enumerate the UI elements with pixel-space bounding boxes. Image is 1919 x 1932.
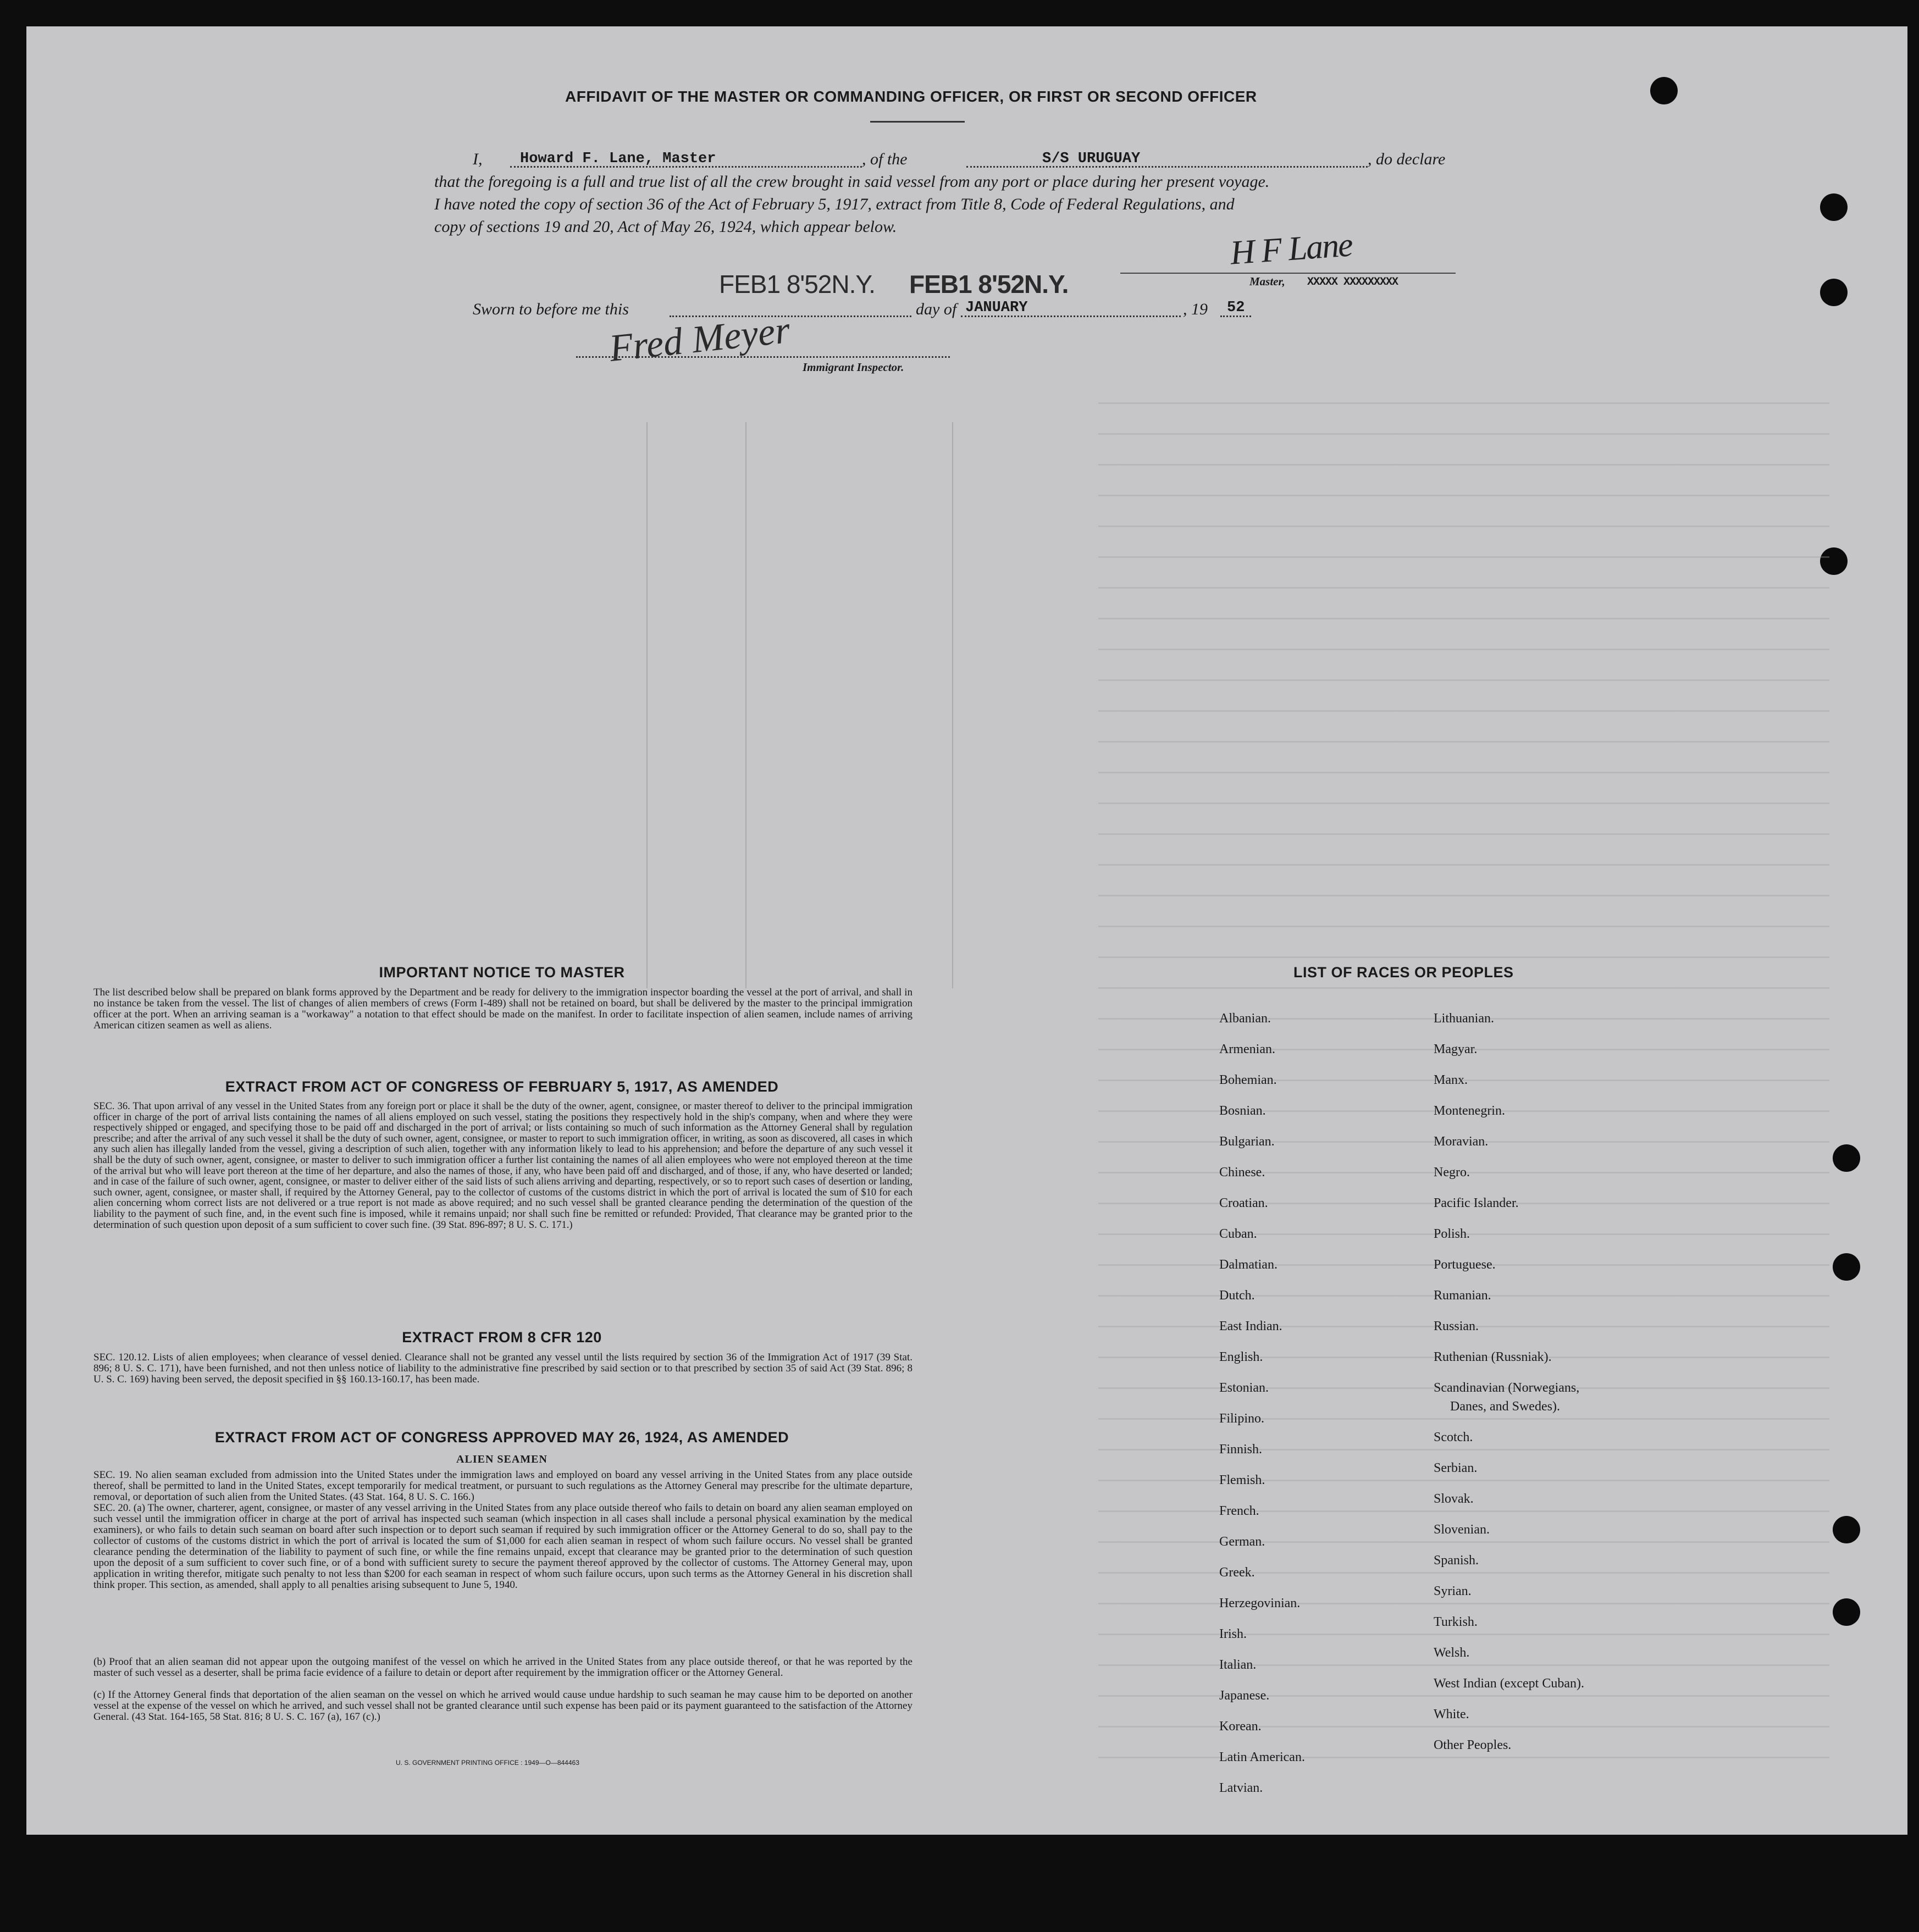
notice-title: IMPORTANT NOTICE TO MASTER xyxy=(379,964,625,981)
race-item-left: Flemish. xyxy=(1219,1473,1265,1487)
of-the-label: , of the xyxy=(862,150,908,168)
sec-20c-text: (c) If the Attorney General finds that deportation of the alien seaman on the vessel on which he arrived would cause undue hardship to such seaman he may cause him to be deported on another vessel at the expense of the vessel on which he arrived, and such vessel shall not be granted clearance until such expense has been paid or its payment guaranteed to the satisfaction of the Attorney General. (43 Stat. 164-165, 58 Stat. 816; 8 U. S. C. 167 (a), 167 (c).) xyxy=(93,1689,913,1723)
year-line xyxy=(1220,315,1251,317)
race-item-left: Bulgarian. xyxy=(1219,1134,1275,1149)
scan-border-left xyxy=(0,0,26,1932)
inspector-line xyxy=(576,356,950,358)
punch-hole xyxy=(1833,1516,1860,1543)
race-item-left: Estonian. xyxy=(1219,1381,1269,1395)
race-item-right: Polish. xyxy=(1434,1227,1470,1241)
race-item-left: English. xyxy=(1219,1350,1263,1364)
printer-imprint: U. S. GOVERNMENT PRINTING OFFICE : 1949—O—844463 xyxy=(396,1759,579,1767)
race-item-right: Serbian. xyxy=(1434,1461,1478,1475)
punch-hole xyxy=(1820,279,1848,306)
race-item-left: Cuban. xyxy=(1219,1227,1257,1241)
punch-hole xyxy=(1833,1144,1860,1172)
race-item-left: Japanese. xyxy=(1219,1689,1270,1703)
race-item-right: Lithuanian. xyxy=(1434,1011,1494,1026)
race-item-left: Latvian. xyxy=(1219,1781,1263,1795)
race-item-left: Korean. xyxy=(1219,1719,1262,1734)
race-item-left: Italian. xyxy=(1219,1658,1257,1672)
affidavit-i: I, xyxy=(473,150,483,168)
race-item-right: Pacific Islander. xyxy=(1434,1196,1519,1210)
master-name: Howard F. Lane, Master xyxy=(520,151,716,167)
race-item-right: Danes, and Swedes). xyxy=(1450,1399,1560,1414)
race-item-left: Bosnian. xyxy=(1219,1104,1266,1118)
inspector-caption: Immigrant Inspector. xyxy=(803,361,904,374)
year-prefix: , 19 xyxy=(1183,300,1208,318)
race-item-left: Irish. xyxy=(1219,1627,1247,1641)
race-item-left: Dalmatian. xyxy=(1219,1258,1278,1272)
vessel-line xyxy=(966,166,1368,168)
bleed-through-column-line xyxy=(646,422,648,988)
punch-hole xyxy=(1833,1253,1860,1281)
punch-hole xyxy=(1820,193,1848,221)
race-item-right: West Indian (except Cuban). xyxy=(1434,1676,1584,1691)
race-item-right: Montenegrin. xyxy=(1434,1104,1505,1118)
race-item-right: Slovak. xyxy=(1434,1492,1474,1506)
extract-cfr-title: EXTRACT FROM 8 CFR 120 xyxy=(402,1329,602,1346)
race-item-left: Bohemian. xyxy=(1219,1073,1277,1087)
sworn-label: Sworn to before me this xyxy=(473,300,629,318)
extract-cfr-body: SEC. 120.12. Lists of alien employees; when clearance of vessel denied. Clearance shall not be granted any vessel until the lists required by section 36 of the Immigration Act of 1917 (39 Stat. 896; 8 U. S. C. 171), have been furnished, and not then unless notice of liability to the administrative fine prescribed by said section or to that prescribed by section 35 of said Act (39 Stat. 896; 8 U. S. C. 169) having been served, the deposit specified in §§ 160.13-160.17, has been made. xyxy=(93,1352,913,1385)
race-item-right: Ruthenian (Russniak). xyxy=(1434,1350,1552,1364)
date-stamp-overstamp: FEB1 8'52N.Y. xyxy=(909,270,1069,298)
race-item-left: Filipino. xyxy=(1219,1411,1265,1426)
day-of-label: day of xyxy=(916,300,957,318)
race-item-left: Finnish. xyxy=(1219,1442,1263,1457)
race-item-right: Other Peoples. xyxy=(1434,1738,1512,1752)
race-item-left: Armenian. xyxy=(1219,1042,1275,1056)
extract-1924-title: EXTRACT FROM ACT OF CONGRESS APPROVED MAY 26, 1924, AS AMENDED xyxy=(214,1429,789,1446)
race-item-left: Dutch. xyxy=(1219,1288,1255,1303)
race-item-right: Welsh. xyxy=(1434,1646,1470,1660)
affidavit-line-3: I have noted the copy of section 36 of the Act of February 5, 1917, extract from Title 8, Code of Federal Regulations, and xyxy=(434,195,1235,213)
race-item-left: East Indian. xyxy=(1219,1319,1282,1333)
race-item-left: Croatian. xyxy=(1219,1196,1268,1210)
year-value: 52 xyxy=(1227,300,1245,316)
race-item-left: Herzegovinian. xyxy=(1219,1596,1301,1610)
race-item-right: Manx. xyxy=(1434,1073,1468,1087)
race-item-left: German. xyxy=(1219,1535,1265,1549)
scan-border-right xyxy=(1907,0,1919,1932)
races-title: LIST OF RACES OR PEOPLES xyxy=(1293,964,1514,981)
master-caption: Master, xyxy=(1249,275,1285,288)
alien-seamen-subtitle: ALIEN SEAMEN xyxy=(456,1453,548,1465)
race-item-right: Scotch. xyxy=(1434,1430,1473,1444)
race-item-right: Spanish. xyxy=(1434,1553,1479,1568)
punch-hole xyxy=(1833,1598,1860,1626)
race-item-right: Turkish. xyxy=(1434,1615,1478,1629)
race-item-right: Portuguese. xyxy=(1434,1258,1496,1272)
affidavit-line-4: copy of sections 19 and 20, Act of May 26, 1924, which appear below. xyxy=(434,218,897,236)
affidavit-line-2: that the foregoing is a full and true list of all the crew brought in said vessel from any port or place during her present voyage. xyxy=(434,173,1270,191)
race-item-right: White. xyxy=(1434,1707,1469,1721)
date-stamp: FEB1 8'52N.Y. xyxy=(719,270,875,298)
race-item-left: Greek. xyxy=(1219,1565,1255,1580)
inspector-signature: Fred Meyer xyxy=(607,308,792,370)
sec-20b-text: (b) Proof that an alien seaman did not appear upon the outgoing manifest of the vessel on which he arrived in the United States from any place outside thereof, or that he was reported by the master of such vessel as a deserter, shall be prima facie evidence of a failure to detain or deport after requirement by the immigration officer or the Attorney General. xyxy=(93,1656,913,1679)
race-item-right: Rumanian. xyxy=(1434,1288,1491,1303)
master-signature-line xyxy=(1120,273,1456,274)
sec-19-text: SEC. 19. No alien seaman excluded from admission into the United States under the immigration laws and employed on board any vessel arriving in the United States from any place outside thereof, shall be permitted to land in the United States, except temporarily for medical treatment, or pursuant to such regulations as the Attorney General may prescribe for the ultimate departure, removal, or deportation of such alien from the United States. (43 Stat. 164, 8 U. S. C. 166.) xyxy=(93,1469,913,1503)
master-signature: H F Lane xyxy=(1229,226,1353,272)
race-item-right: Moravian. xyxy=(1434,1134,1489,1149)
affidavit-title: AFFIDAVIT OF THE MASTER OR COMMANDING OFFICER, OR FIRST OR SECOND OFFICER xyxy=(565,88,1257,105)
punch-hole xyxy=(1650,77,1678,104)
race-item-right: Magyar. xyxy=(1434,1042,1478,1056)
extract-1917-title: EXTRACT FROM ACT OF CONGRESS OF FEBRUARY 5, 1917, AS AMENDED xyxy=(225,1078,779,1095)
race-item-right: Scandinavian (Norwegians, xyxy=(1434,1381,1580,1395)
month-line xyxy=(961,315,1181,317)
do-declare-label: , do declare xyxy=(1368,150,1446,168)
scan-border-top xyxy=(0,0,1919,26)
extract-1917-body: SEC. 36. That upon arrival of any vessel in the United States from any foreign port or place it shall be the duty of the owner, agent, consignee, or master thereof to deliver to the principal immigration officer in charge of the port of arrival lists containing the names of all aliens employed on such vessel, stating the positions they respectively hold in the ship's company, when and where they were respectively shipped or engaged, and specifying those to be paid off and discharged in the port of arrival; or lists containing so much of such information as the Attorney General shall by regulation prescribe; and after the arrival of any such vessel it shall be the duty of such owner, agent, consignee, or master to report to such immigration officer, in writing, as soon as discovered, all cases in which any such alien has illegally landed from the vessel, giving a description of such alien, together with any information likely to lead to his apprehension; and before the departure of any such vessel it shall be the duty of such owner, agent, consignee, or master to deliver to such immigration officer a further list containing the names of all alien employees who were not employed thereon at the time of the arrival but who will leave port thereon at the time of her departure, and also the names of those, if any, who have been paid off and discharged, and of those, if any, who have deserted or landed; and in case of the failure of such owner, agent, consignee, or master to deliver either of the said lists of such aliens arriving and departing, respectively, or so to report such cases of desertion or landing, such owner, agent, consignee, or master shall, if required by the Attorney General, pay to the collector of customs of the customs district in which the port of arrival is located the sum of $10 for each alien concerning whom correct lists are not delivered or a true report is not made as above required; and no such vessel shall be granted clearance pending the determination of the question of the liability to the payment of such fine, and, in the event such fine is imposed, while it remains unpaid; nor shall such fine be remitted or refunded: Provided, That clearance may be granted prior to the determination of such question upon deposit of a sum sufficient to cover such fine. (39 Stat. 896-897; 8 U. S. C. 171.) xyxy=(93,1101,913,1231)
struck-title-text: XXXXX XXXXXXXXX xyxy=(1307,276,1398,289)
race-item-left: Albanian. xyxy=(1219,1011,1271,1026)
race-item-right: Slovenian. xyxy=(1434,1523,1490,1537)
race-item-left: French. xyxy=(1219,1504,1259,1518)
race-item-left: Latin American. xyxy=(1219,1750,1305,1764)
race-item-right: Negro. xyxy=(1434,1165,1470,1180)
master-name-line xyxy=(510,166,862,168)
scan-border-bottom xyxy=(0,1835,1919,1932)
notice-body: The list described below shall be prepared on blank forms approved by the Department and be ready for delivery to the immigration inspector boarding the vessel at the port of arrival, and shall in no instance be taken from the vessel. The list of changes of alien members of crews (Form I-489) shall not be retained on board, but shall be delivered by the master to the principal immigration officer at the port. When an arriving seaman is a "workaway" a notation to that effect should be made on the manifest. In order to facilitate inspection of alien seamen, include names of arriving American citizen seamen as well as aliens. xyxy=(93,987,913,1031)
document-page xyxy=(26,26,1907,1835)
race-item-right: Syrian. xyxy=(1434,1584,1472,1598)
vessel-name: S/S URUGUAY xyxy=(1042,151,1141,167)
bleed-through-column-line xyxy=(952,422,953,988)
title-underline xyxy=(870,121,965,123)
race-item-right: Russian. xyxy=(1434,1319,1479,1333)
month-value: JANUARY xyxy=(965,300,1028,316)
bleed-through-column-line xyxy=(745,422,746,988)
sec-20a-text: SEC. 20. (a) The owner, charterer, agent, consignee, or master of any vessel arriving in the United States from any place outside thereof who fails to detain on board any alien seaman employed on such vessel until the immigration officer in charge at the port of arrival has inspected such seaman (which inspection in all cases shall include a personal physical examination by the medical examiners), or who fails to detain such seaman on board after such inspection or to deport such seaman if required by such immigration officer or the Attorney General to do so, shall pay to the collector of customs of the customs district in which the port of arrival is located the sum of $1,000 for each alien seaman in respect of whom such failure occurs. No vessel shall be granted clearance pending the determination of the liability to payment of such fine, or while the fine remains unpaid, except that clearance may be granted prior to the determination of such question upon the deposit of a sum sufficient to cover such fine, or of a bond with sufficient surety to secure the payment thereof approved by the collector of customs. The Attorney General may, upon application in writing therefor, mitigate such penalty to not less than $200 for each seaman in respect of whom such failure occurs, upon such terms as the Attorney General in his discretion shall think proper. This section, as amended, shall apply to all penalties arising subsequent to June 5, 1940. xyxy=(93,1502,913,1591)
race-item-left: Chinese. xyxy=(1219,1165,1265,1180)
